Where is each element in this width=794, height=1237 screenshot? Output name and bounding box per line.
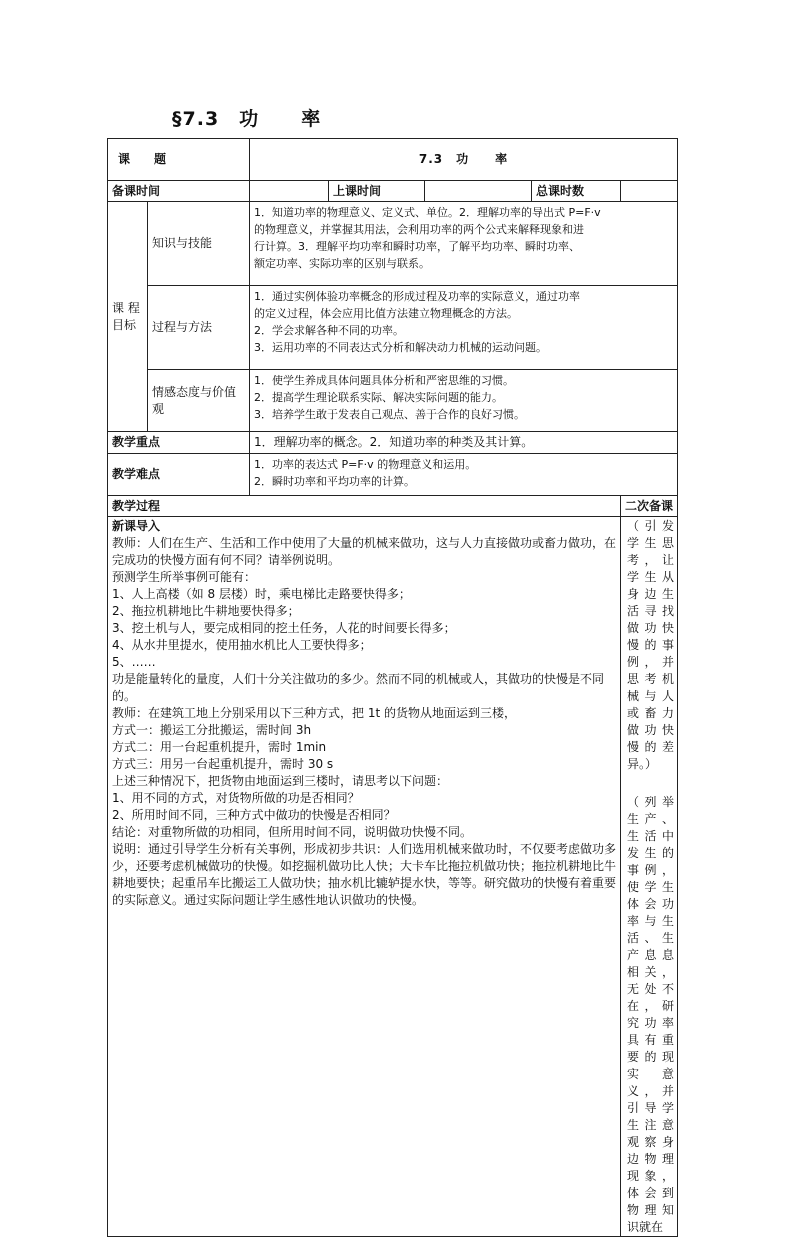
emotion-line: 2．提高学生理论联系实际、解决实际问题的能力。 (254, 391, 504, 404)
page-title: §7.3 功 率 (172, 108, 322, 130)
process-paragraph: 教师：人们在生产、生活和工作中使用了大量的机械来做功，这与人力直接做功或畜力做功，在完成功的快慢方面有何不同？请举例说明。 (112, 536, 617, 567)
process-paragraph: 2、拖拉机耕地比牛耕地要快得多； (112, 604, 300, 618)
key-point-row (108, 432, 678, 454)
process-paragraph: 2、所用时间不同，三种方式中做功的快慢是否相同？ (112, 808, 396, 822)
lesson-row (108, 139, 678, 181)
difficulty-row (108, 454, 678, 496)
goals-label: 课 程 目标 (108, 202, 148, 432)
class-time-value (425, 181, 532, 202)
process-paragraph: 5、…… (112, 655, 156, 669)
knowledge-line: 额定功率、实际功率的区别与联系。 (254, 257, 431, 270)
goal-emotion-row (108, 370, 678, 432)
process-heading: 新课导入 (112, 519, 161, 533)
process-paragraph: 1、人上高楼（如 8 层楼）时，乘电梯比走路要快得多； (112, 587, 411, 601)
process-paragraph: 预测学生所举事例可能有： (112, 570, 257, 584)
key-point-label: 教学重点 (108, 432, 250, 454)
emotion-line: 1．使学生养成具体问题具体分析和严密思维的习惯。 (254, 374, 515, 387)
process-paragraph: 方式一：搬运工分批搬运，需时间 3h (112, 723, 312, 737)
process-method-label: 过程与方法 (148, 286, 250, 370)
process-paragraph: 功是能量转化的量度，人们十分关注做功的多少。然而不同的机械或人，其做功的快慢是不同的。 (112, 672, 605, 703)
process-paragraph: 结论：对重物所做的功相同，但所用时间不同，说明做功快慢不同。 (112, 825, 473, 839)
goal-knowledge-row (108, 202, 678, 286)
total-hours-label: 总课时数 (532, 181, 621, 202)
second-prep-label: 二次备课 (621, 496, 678, 517)
difficulty-line: 2．瞬时功率和平均功率的计算。 (254, 475, 416, 488)
knowledge-line: 1．知道功率的物理意义、定义式、单位。2．理解功率的导出式 P=F·v (254, 206, 601, 219)
side-note: （引发学生思考，让学生从身边生活寻找做功快慢的事例，并思考机械与人或畜力做功快慢的差异。） (627, 519, 675, 771)
second-prep-notes (621, 517, 678, 1237)
process-line: 1．通过实例体验功率概念的形成过程及功率的实际意义，通过功率 (254, 290, 581, 303)
process-paragraph: 方式二：用一台起重机提升，需时 1min (112, 740, 327, 754)
process-line: 3．运用功率的不同表达式分析和解决动力机械的运动问题。 (254, 341, 548, 354)
knowledge-label: 知识与技能 (148, 202, 250, 286)
lesson-title: 7.3 功 率 (250, 139, 678, 181)
emotion-line: 3．培养学生敢于发表自己观点、善于合作的良好习惯。 (254, 408, 526, 421)
time-row (108, 181, 678, 202)
process-line: 的定义过程，体会应用比值方法建立物理概念的方法。 (254, 307, 519, 320)
process-header-row (108, 496, 678, 517)
process-label: 教学过程 (108, 496, 621, 517)
prep-time-label: 备课时间 (108, 181, 250, 202)
process-body-row (108, 517, 678, 1237)
process-paragraph: 方式三：用另一台起重机提升，需时 30 s (112, 757, 334, 771)
knowledge-line: 行计算。3．理解平均功率和瞬时功率，了解平均功率、瞬时功率、 (254, 240, 581, 253)
knowledge-line: 的物理意义，并掌握其用法，会利用功率的两个公式来解释现象和进 (254, 223, 585, 236)
process-content (108, 517, 621, 1237)
process-paragraph: 教师：在建筑工地上分别采用以下三种方式，把 1t 的货物从地面运到三楼， (112, 706, 516, 720)
key-point-text: 1．理解功率的概念。2．知道功率的种类及其计算。 (250, 432, 678, 454)
emotion-values-label: 情感态度与价值观 (148, 370, 250, 432)
prep-time-value (250, 181, 329, 202)
process-line: 2．学会求解各种不同的功率。 (254, 324, 405, 337)
lesson-plan-table (107, 138, 678, 1237)
process-paragraph: 说明：通过引导学生分析有关事例，形成初步共识：人们选用机械来做功时，不仅要考虑做功多少，还要考虑机械做功的快慢。如挖掘机做功比人快；大卡车比拖拉机做功快；拖拉机耕地比牛耕地要快；起重吊车比搬运工人做功快；抽水机比辘轳提水快，等等。研究做功的快慢有着重要的实际意义。通过实际问题让学生感性地认识做功的快慢。 (112, 842, 617, 907)
difficulty-line: 1．功率的表达式 P=F·v 的物理意义和运用。 (254, 458, 477, 471)
process-paragraph: 3、挖土机与人，要完成相同的挖土任务，人花的时间要长得多； (112, 621, 456, 635)
class-time-label: 上课时间 (329, 181, 425, 202)
process-paragraph: 上述三种情况下，把货物由地面运到三楼时，请思考以下问题： (112, 774, 449, 788)
difficulty-label: 教学难点 (108, 454, 250, 496)
process-paragraph: 4、从水井里提水，使用抽水机比人工要快得多； (112, 638, 372, 652)
side-note: （列举生产、生活中发生的事例，使学生体会功率与生活、生产息息相关，无处不在，研究功率具有重要的现实意义，并引导学生注意观察身边物理现象，体会到物理知识就在 (627, 795, 675, 1234)
lesson-label: 课 题 (108, 139, 250, 181)
process-paragraph: 1、用不同的方式，对货物所做的功是否相同？ (112, 791, 360, 805)
total-hours-value (621, 181, 678, 202)
goal-process-row (108, 286, 678, 370)
